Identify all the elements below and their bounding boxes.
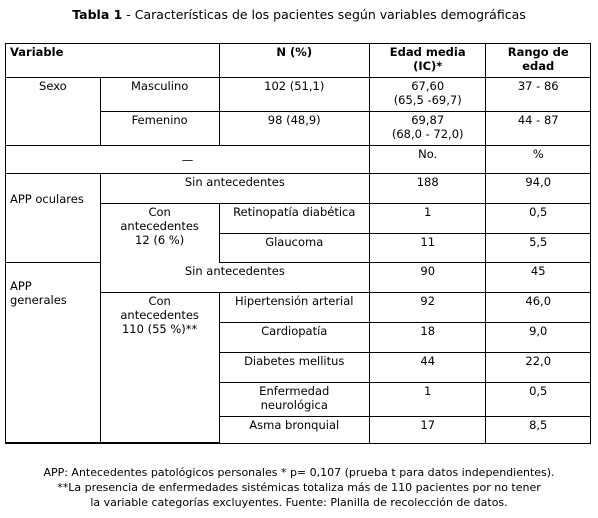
caption-title: - Características de los pacientes según variables demográficas [122, 7, 526, 22]
fem-edad-mean: 69,87 [411, 113, 445, 127]
generales-item-label: Hipertensión arterial [220, 293, 370, 323]
table-caption [0, 7, 598, 22]
header-edad-line1: Edad media [389, 45, 466, 59]
oculares-con-line2: antecedentes [120, 219, 199, 233]
fem-rango: 44 - 87 [486, 112, 590, 146]
masc-edad-mean: 67,60 [411, 79, 445, 93]
header-edad [370, 44, 486, 78]
footnote-line1: APP: Antecedentes patológicos personales * p= 0,107 (prueba t para datos independientes). [43, 466, 555, 479]
sexo-label: Sexo [6, 78, 101, 146]
app-oculares-label: APP oculares [6, 174, 101, 263]
masc-edad [370, 78, 486, 112]
generales-item-label: Cardiopatía [220, 323, 370, 353]
subheader-row [6, 146, 590, 174]
table-footnote [0, 465, 598, 510]
generales-label-line2: generales [10, 293, 67, 307]
footnote-line3: la variable categorías excluyentes. Fuente: Planilla de recolección de datos. [90, 496, 508, 509]
oculares-con-line1: Con [148, 205, 171, 219]
fem-label: Femenino [101, 112, 220, 146]
oculares-sin-label: Sin antecedentes [101, 174, 370, 204]
generales-con-line3: 110 (55 %)** [121, 322, 198, 336]
footnote-line2: **La presencia de enfermedades sistémicas totaliza más de 110 pacientes por no tener [57, 481, 541, 494]
masc-rango: 37 - 86 [486, 78, 590, 112]
generales-sin-no: 90 [370, 263, 486, 293]
header-rango [486, 44, 590, 78]
generales-item-label: Diabetes mellitus [220, 353, 370, 383]
header-edad-line2: (IC)* [413, 59, 443, 73]
generales-item-no: 1 [370, 383, 486, 417]
generales-item-no: 92 [370, 293, 486, 323]
oculares-item-pct: 0,5 [486, 204, 590, 234]
neuro-line2: neurológica [260, 398, 328, 412]
subheader-pct: % [486, 146, 590, 174]
subheader-no: No. [370, 146, 486, 174]
generales-con [101, 293, 220, 443]
table-row [6, 174, 590, 204]
generales-label-line1: APP [10, 279, 32, 293]
caption-label: Tabla 1 [72, 7, 123, 22]
app-generales-label [6, 263, 101, 443]
generales-sin-pct: 45 [486, 263, 590, 293]
header-rango-line1: Rango de [507, 45, 569, 59]
generales-item-no: 17 [370, 417, 486, 443]
oculares-sin-no: 188 [370, 174, 486, 204]
masc-label: Masculino [101, 78, 220, 112]
generales-item-pct: 0,5 [486, 383, 590, 417]
generales-item-label: Asma bronquial [220, 417, 370, 443]
masc-edad-ic: (65,5 -69,7) [393, 93, 462, 107]
fem-edad-ic: (68,0 - 72,0) [391, 127, 464, 141]
oculares-sin-pct: 94,0 [486, 174, 590, 204]
oculares-item-no: 11 [370, 234, 486, 263]
generales-item-label [220, 383, 370, 417]
generales-item-pct: 9,0 [486, 323, 590, 353]
header-variable: Variable [6, 44, 220, 78]
oculares-item-label: Retinopatía diabética [220, 204, 370, 234]
table-row [6, 78, 590, 112]
generales-item-no: 44 [370, 353, 486, 383]
subheader-dash: — [6, 146, 370, 174]
fem-edad [370, 112, 486, 146]
fem-n: 98 (48,9) [220, 112, 370, 146]
oculares-con [101, 204, 220, 263]
generales-item-pct: 8,5 [529, 418, 548, 432]
oculares-item-no: 1 [370, 204, 486, 234]
generales-con-line1: Con [148, 294, 171, 308]
neuro-line1: Enfermedad [259, 384, 330, 398]
generales-item-pct: 22,0 [486, 353, 590, 383]
demographics-table [5, 43, 591, 444]
generales-con-line2: antecedentes [120, 308, 199, 322]
oculares-item-label: Glaucoma [220, 234, 370, 263]
generales-sin-label: Sin antecedentes [101, 263, 370, 293]
header-n: N (%) [220, 44, 370, 78]
masc-n: 102 (51,1) [220, 78, 370, 112]
oculares-item-pct: 5,5 [486, 234, 590, 263]
oculares-con-line3: 12 (6 %) [135, 233, 185, 247]
generales-item-pct: 46,0 [486, 293, 590, 323]
table-row [6, 263, 590, 293]
generales-item-no: 18 [370, 323, 486, 353]
header-row [6, 44, 590, 78]
header-rango-line2: edad [522, 59, 555, 73]
